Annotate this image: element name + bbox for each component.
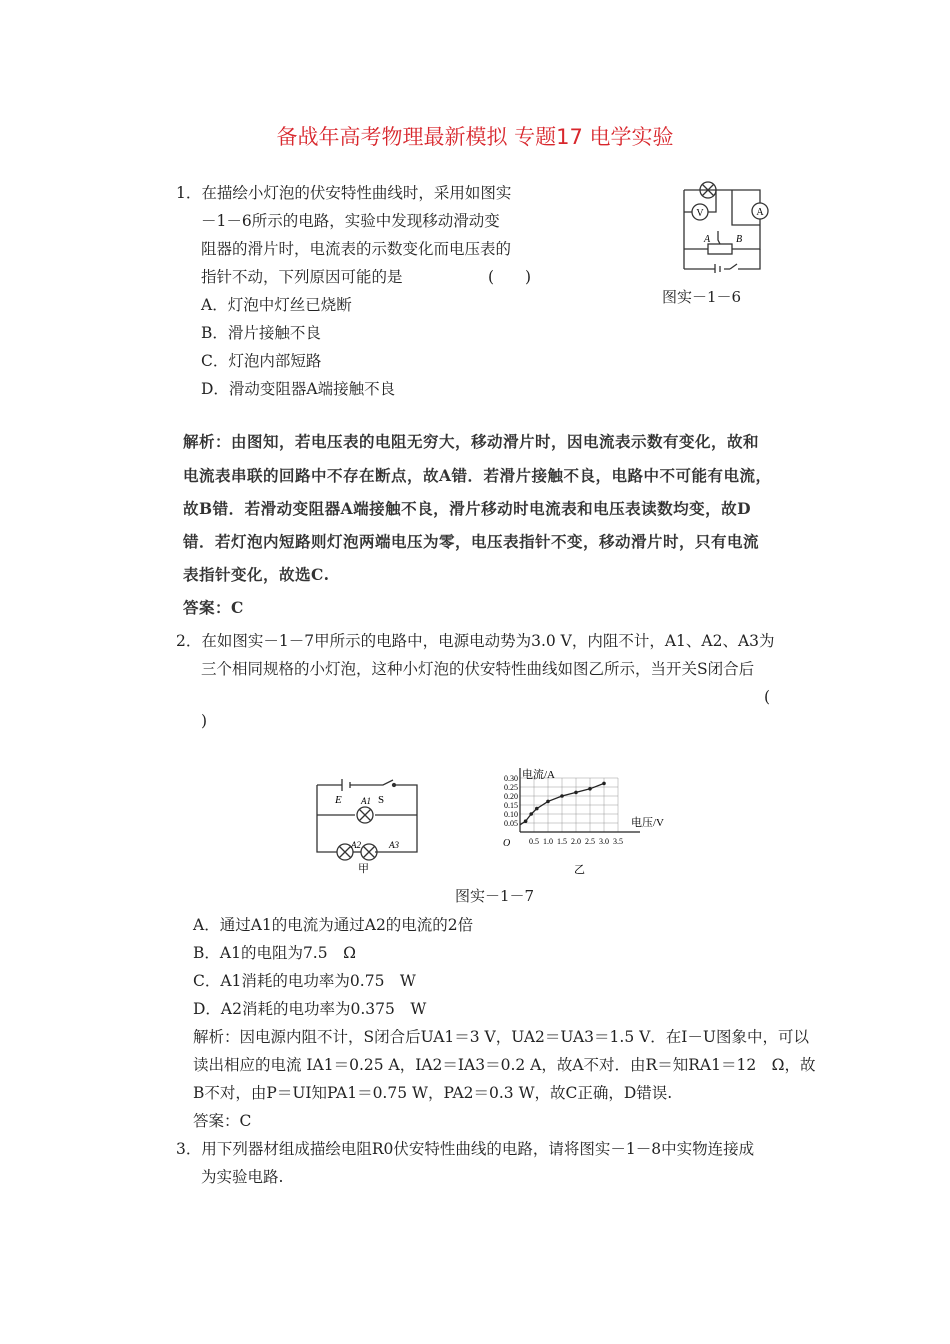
y-tick-label: 0.30 [504, 774, 518, 783]
q1-line-4: 指针不动，下列原因可能的是 [201, 268, 403, 286]
x-tick-label: 0.5 [529, 837, 539, 846]
chart-y-label: 电流/A [522, 769, 555, 781]
lamp-a1-label: A1 [361, 796, 371, 806]
q2-option-c: C．A1消耗的电功率为0.75 W [193, 972, 416, 990]
q1-option-c: C．灯泡内部短路 [201, 352, 322, 370]
q2-line-2: 三个相同规格的小灯泡，这种小灯泡的伏安特性曲线如图乙所示，当开关S闭合后 [201, 660, 755, 678]
q2-paren-close: ) [201, 712, 208, 730]
q1-answer-paren: ( ) [488, 268, 532, 286]
x-tick-label: 2.0 [571, 837, 581, 846]
data-point [546, 800, 550, 804]
q2-option-b: B．A1的电阻为7.5 Ω [193, 944, 356, 962]
q1-analysis-line-5: 表指针变化，故选C. [183, 565, 330, 584]
y-tick-label: 0.25 [504, 783, 518, 792]
ammeter-label: A [756, 207, 764, 218]
lamp-a2-label: A2 [351, 840, 361, 850]
circuit-jia-label: 甲 [358, 863, 369, 875]
figure-1-7-caption: 图实－1－7 [455, 887, 535, 905]
x-tick-label: 2.5 [585, 837, 595, 846]
chart-x-label: 电压/V [631, 817, 664, 829]
iu-curve-chart [488, 762, 688, 882]
q1-option-b: B．滑片接触不良 [201, 324, 321, 342]
data-point [602, 782, 606, 786]
q2-line-1: 2．在如图实－1－7甲所示的电路中，电源电动势为3.0 V，内阻不计，A1、A2、A3为 [176, 632, 775, 650]
y-tick-label: 0.15 [504, 801, 518, 810]
q2-analysis-line-1: 解析：因电源内阻不计，S闭合后UA1＝3 V，UA2＝UA3＝1.5 V．在I－U图象中，可以 [193, 1028, 809, 1046]
q1-analysis-line-3: 故B错．若滑动变阻器A端接触不良，滑片移动时电流表和电压表读数均变，故D [183, 499, 752, 518]
data-point [524, 819, 528, 823]
q1-line-1: 1．在描绘小灯泡的伏安特性曲线时，采用如图实 [176, 184, 512, 202]
q2-option-d: D．A2消耗的电功率为0.375 W [193, 1000, 427, 1018]
page-title: 备战年高考物理最新模拟 专题17 电学实验 [276, 125, 674, 149]
x-tick-label: 3.5 [613, 837, 623, 846]
q2-analysis-line-2: 读出相应的电流 IA1＝0.25 A，IA2＝IA3＝0.2 A，故A不对．由R＝知RA1＝12 Ω，故 [193, 1056, 816, 1074]
data-point [574, 791, 578, 795]
q3-line-1: 3．用下列器材组成描绘电阻R0伏安特性曲线的电路，请将图实－1－8中实物连接成 [176, 1140, 755, 1158]
q2-answer: 答案：C [193, 1112, 252, 1130]
voltmeter-label: V [696, 208, 704, 219]
q1-analysis-line-2: 电流表串联的回路中不存在断点，故A错．若滑片接触不良，电路中不可能有电流， [183, 466, 772, 485]
y-tick-label: 0.20 [504, 792, 518, 801]
rheostat-b-label: B [736, 234, 743, 245]
y-tick-label: 0.05 [504, 819, 518, 828]
q1-answer: 答案：C [183, 598, 244, 617]
lamp-a3-label: A3 [389, 840, 399, 850]
q1-line-2: －1－6所示的电路，实验中发现移动滑动变 [201, 212, 500, 230]
circuit-figure-1-6 [660, 178, 780, 273]
q1-option-a: A．灯泡中灯丝已烧断 [201, 296, 352, 314]
q1-analysis-line-1: 解析：由图知，若电压表的电阻无穷大，移动滑片时，因电流表示数有变化，故和 [183, 432, 760, 451]
q1-line-3: 阻器的滑片时，电流表的示数变化而电压表的 [201, 240, 512, 258]
q3-line-2: 为实验电路. [201, 1168, 284, 1186]
q1-option-d: D．滑动变阻器A端接触不良 [201, 380, 396, 398]
x-tick-label: 1.5 [557, 837, 567, 846]
rheostat-a-label: A [704, 234, 711, 245]
chart-sub-label: 乙 [574, 864, 585, 876]
x-tick-label: 1.0 [543, 837, 553, 846]
figure-1-6-caption: 图实－1－6 [662, 288, 742, 306]
y-tick-label: 0.10 [504, 810, 518, 819]
data-point [529, 812, 533, 816]
data-point [535, 807, 539, 811]
q2-paren-open: ( [764, 688, 771, 706]
chart-origin-label: O [503, 838, 511, 849]
data-point [560, 794, 564, 798]
q1-analysis-line-4: 错．若灯泡内短路则灯泡两端电压为零，电压表指针不变，移动滑片时，只有电流 [183, 532, 760, 551]
chart-grid [520, 778, 618, 832]
x-tick-label: 3.0 [599, 837, 609, 846]
data-point [588, 787, 592, 791]
q2-analysis-line-3: B不对，由P＝UI知PA1＝0.75 W，PA2＝0.3 W，故C正确，D错误. [193, 1084, 673, 1102]
switch-label: S [378, 794, 385, 806]
circuit-figure-1-7-jia [305, 768, 435, 878]
emf-label: E [335, 794, 342, 806]
q2-option-a: A．通过A1的电流为通过A2的电流的2倍 [193, 916, 474, 934]
